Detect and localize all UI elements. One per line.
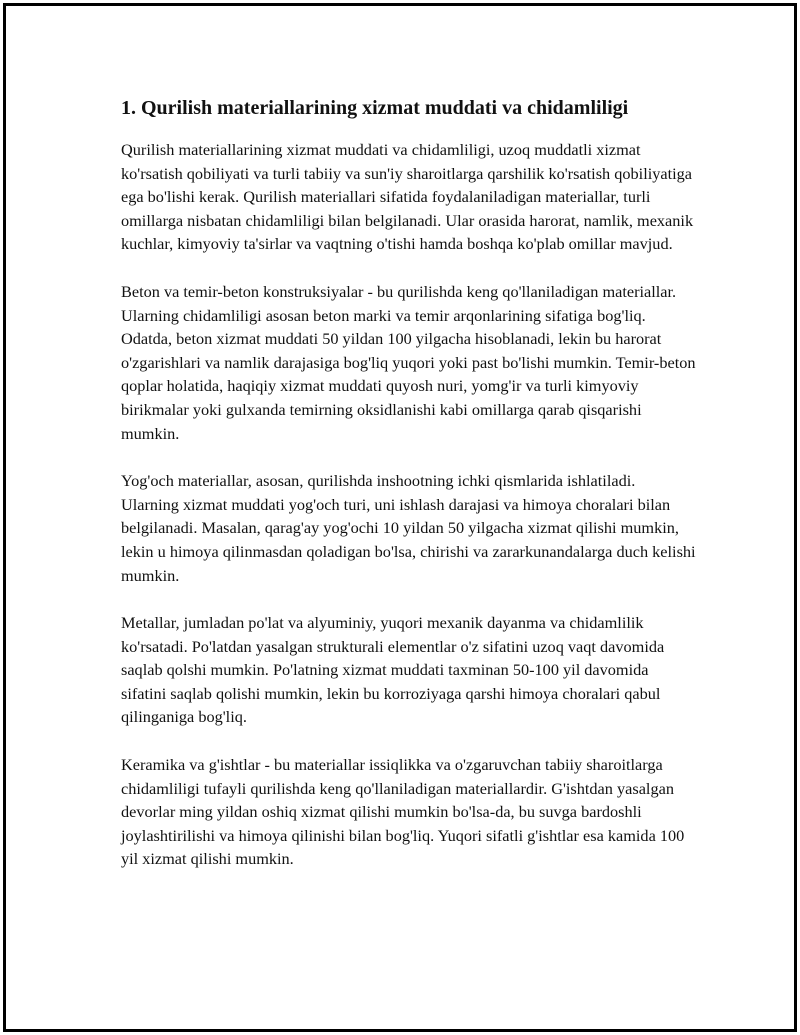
paragraph-ceramics: Keramika va g'ishtlar - bu materiallar issiqlikka va o'zgaruvchan tabiiy sharoitlarga chidamliligi tufayli qurilishda keng qo'llaniladigan materiallardir. G'ishtdan yasalgan devorlar ming yildan oshiq xizmat qilishi mumkin bo'lsa-da, bu suvga bardoshli joylashtirilishi va himoya qilinishi bilan bog'liq. Yuqori sifatli g'ishtlar esa kamida 100 yil xizmat qilishi mumkin. [121, 755, 685, 869]
paragraph-intro: Qurilish materiallarining xizmat muddati va chidamliligi, uzoq muddatli xizmat ko'rsatish qobiliyati va turli tabiiy va sun'iy sharoitlarga qarshilik ko'rsatish qobiliyatiga ega bo'lishi kerak. Qurilish materiallari sifatida foydalaniladigan materiallar, turli omillarga nisbatan chidamliligi bilan belgilanadi. Ular orasida harorat, namlik, mexanik kuchlar, kimyoviy ta'sirlar va vaqtning o'tishi hamda boshqa ko'plab omillar mavjud. [121, 140, 694, 254]
paragraph-metals: Metallar, jumladan po'lat va alyuminiy, yuqori mexanik dayanma va chidamlilik ko'rsatadi. Po'latdan yasalgan strukturali elementlar o'z sifatini uzoq vaqt davomida saqlab qolshi mumkin. Po'latning xizmat muddati taxminan 50-100 yil davomida sifatini saqlab qolishi mumkin, lekin bu korroziyaga qarshi himoya choralari qabul qilinganiga bog'liq. [121, 613, 665, 727]
paragraph-wood: Yog'och materiallar, asosan, qurilishda inshootning ichki qismlarida ishlatiladi. Ularning xizmat muddati yog'och turi, uni ishlash darajasi va himoya choralari bilan belgilanadi. Masalan, qarag'ay yog'ochi 10 yildan 50 yilgacha xizmat qilishi mumkin, lekin u himoya qilinmasdan qoladigan bo'lsa, chirishi va zararkunandalarga duch kelishi mumkin. [121, 471, 696, 585]
paragraph-concrete: Beton va temir-beton konstruksiyalar - bu qurilishda keng qo'llaniladigan materiallar. Ularning chidamliligi asosan beton marki va temir arqonlarining sifatiga bog'liq. Odatda, beton xizmat muddati 50 yildan 100 yilgacha hisoblanadi, lekin bu harorat o'zgarishlari va namlik darajasiga bog'liq yuqori yoki past bo'lishi mumkin. Temir-beton qoplar holatida, haqiqiy xizmat muddati quyosh nuri, yomg'ir va turli kimyoviy birikmalar yoki gulxanda temirning oksidlanishi kabi omillarga qarab qisqarishi mumkin. [121, 281, 696, 443]
document-body [121, 94, 696, 895]
page-frame [3, 3, 797, 1032]
section-title: 1. Qurilish materiallarining xizmat muddati va chidamliligi [121, 97, 629, 119]
